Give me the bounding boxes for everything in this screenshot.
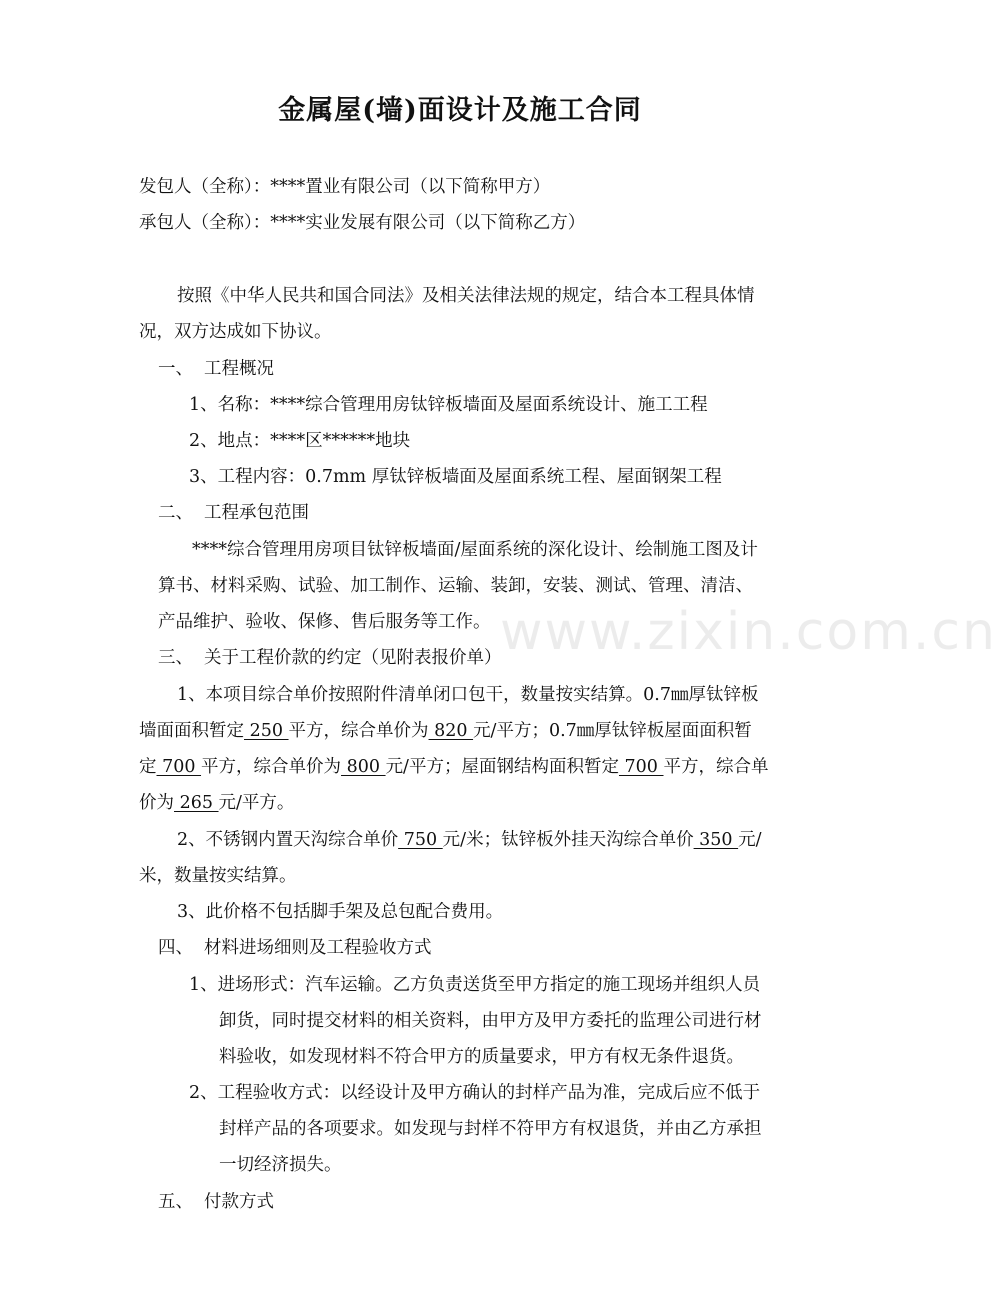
price-para-1-line-3 bbox=[139, 755, 769, 779]
text: 元/平方；0.7㎜厚钛锌板屋面面积暂 bbox=[473, 721, 752, 741]
section-4-number: 四、 bbox=[158, 938, 193, 958]
section-1-heading: 工程概况 bbox=[204, 359, 274, 379]
wall-unit-price-value: 820 bbox=[428, 721, 474, 741]
tz-gutter-price-value: 350 bbox=[693, 830, 739, 850]
section-4-item-1-line-3: 料验收，如发现材料不符合甲方的质量要求，甲方有权无条件退货。 bbox=[219, 1047, 744, 1067]
section-2-line-3: 产品维护、验收、保修、售后服务等工作。 bbox=[158, 612, 491, 632]
section-4-heading: 材料进场细则及工程验收方式 bbox=[204, 938, 432, 958]
section-4-item-2-line-3: 一切经济损失。 bbox=[219, 1155, 342, 1175]
section-2-heading: 工程承包范围 bbox=[204, 503, 309, 523]
text: 元/平方；屋面钢结构面积暂定 bbox=[385, 757, 619, 777]
section-5-number: 五、 bbox=[158, 1192, 193, 1212]
text: 2、不锈钢内置天沟综合单价 bbox=[177, 830, 399, 850]
section-2-line-1: ****综合管理用房项目钛锌板墙面/屋面系统的深化设计、绘制施工图及计 bbox=[192, 540, 758, 560]
roof-unit-price-value: 800 bbox=[341, 757, 386, 777]
price-para-2-line-2: 米，数量按实结算。 bbox=[139, 866, 297, 886]
section-2-line-2: 算书、材料采购、试验、加工制作、运输、装卸，安装、测试、管理、清洁、 bbox=[158, 576, 753, 596]
party-a-line: 发包人（全称）：****置业有限公司（以下简称甲方） bbox=[139, 177, 551, 197]
text: 平方，综合单 bbox=[663, 757, 769, 777]
section-3-heading: 关于工程价款的约定（见附表报价单） bbox=[204, 648, 502, 668]
price-para-1-line-2 bbox=[139, 719, 752, 743]
contract-title: 金属屋(墙)面设计及施工合同 bbox=[278, 95, 642, 126]
steel-unit-price-value: 265 bbox=[174, 793, 219, 813]
ss-gutter-price-value: 750 bbox=[398, 830, 443, 850]
intro-line-1: 按照《中华人民共和国合同法》及相关法律法规的规定，结合本工程具体情 bbox=[177, 286, 755, 306]
price-para-1-line-1: 1、本项目综合单价按照附件清单闭口包干，数量按实结算。0.7㎜厚钛锌板 bbox=[177, 685, 759, 705]
watermark: www.zixin.com.cn bbox=[500, 602, 997, 662]
text: 元/ bbox=[738, 830, 762, 850]
section-1-item-1: 1、名称：****综合管理用房钛锌板墙面及屋面系统设计、施工工程 bbox=[189, 395, 708, 415]
text: 元/米；钛锌板外挂天沟综合单价 bbox=[442, 830, 694, 850]
section-4-item-2-line-2: 封样产品的各项要求。如发现与封样不符甲方有权退货，并由乙方承担 bbox=[219, 1119, 762, 1139]
text: 定 bbox=[139, 757, 157, 777]
price-para-2-line-1 bbox=[177, 828, 762, 852]
section-5-heading: 付款方式 bbox=[204, 1192, 274, 1212]
roof-area-value: 700 bbox=[156, 757, 202, 777]
section-1-item-2: 2、地点：****区******地块 bbox=[189, 431, 411, 451]
price-para-3: 3、此价格不包括脚手架及总包配合费用。 bbox=[177, 902, 504, 922]
steel-area-value: 700 bbox=[618, 757, 664, 777]
section-1-number: 一、 bbox=[158, 359, 193, 379]
text: 价为 bbox=[139, 793, 174, 813]
section-4-item-1-line-1: 1、进场形式：汽车运输。乙方负责送货至甲方指定的施工现场并组织人员 bbox=[189, 975, 761, 995]
text: 元/平方。 bbox=[218, 793, 295, 813]
section-2-number: 二、 bbox=[158, 503, 193, 523]
text: 平方，综合单价为 bbox=[288, 721, 429, 741]
wall-area-value: 250 bbox=[244, 721, 289, 741]
party-b-line: 承包人（全称）：****实业发展有限公司（以下简称乙方） bbox=[139, 213, 586, 233]
price-para-1-line-4 bbox=[139, 791, 294, 815]
text: 墙面面积暂定 bbox=[139, 721, 244, 741]
section-4-item-1-line-2: 卸货，同时提交材料的相关资料，由甲方及甲方委托的监理公司进行材 bbox=[219, 1011, 762, 1031]
intro-line-2: 况，双方达成如下协议。 bbox=[139, 322, 332, 342]
section-4-item-2-line-1: 2、工程验收方式：以经设计及甲方确认的封样产品为准，完成后应不低于 bbox=[189, 1083, 761, 1103]
section-3-number: 三、 bbox=[158, 648, 193, 668]
text: 平方，综合单价为 bbox=[201, 757, 342, 777]
section-1-item-3: 3、工程内容：0.7mm 厚钛锌板墙面及屋面系统工程、屋面钢架工程 bbox=[189, 467, 722, 487]
